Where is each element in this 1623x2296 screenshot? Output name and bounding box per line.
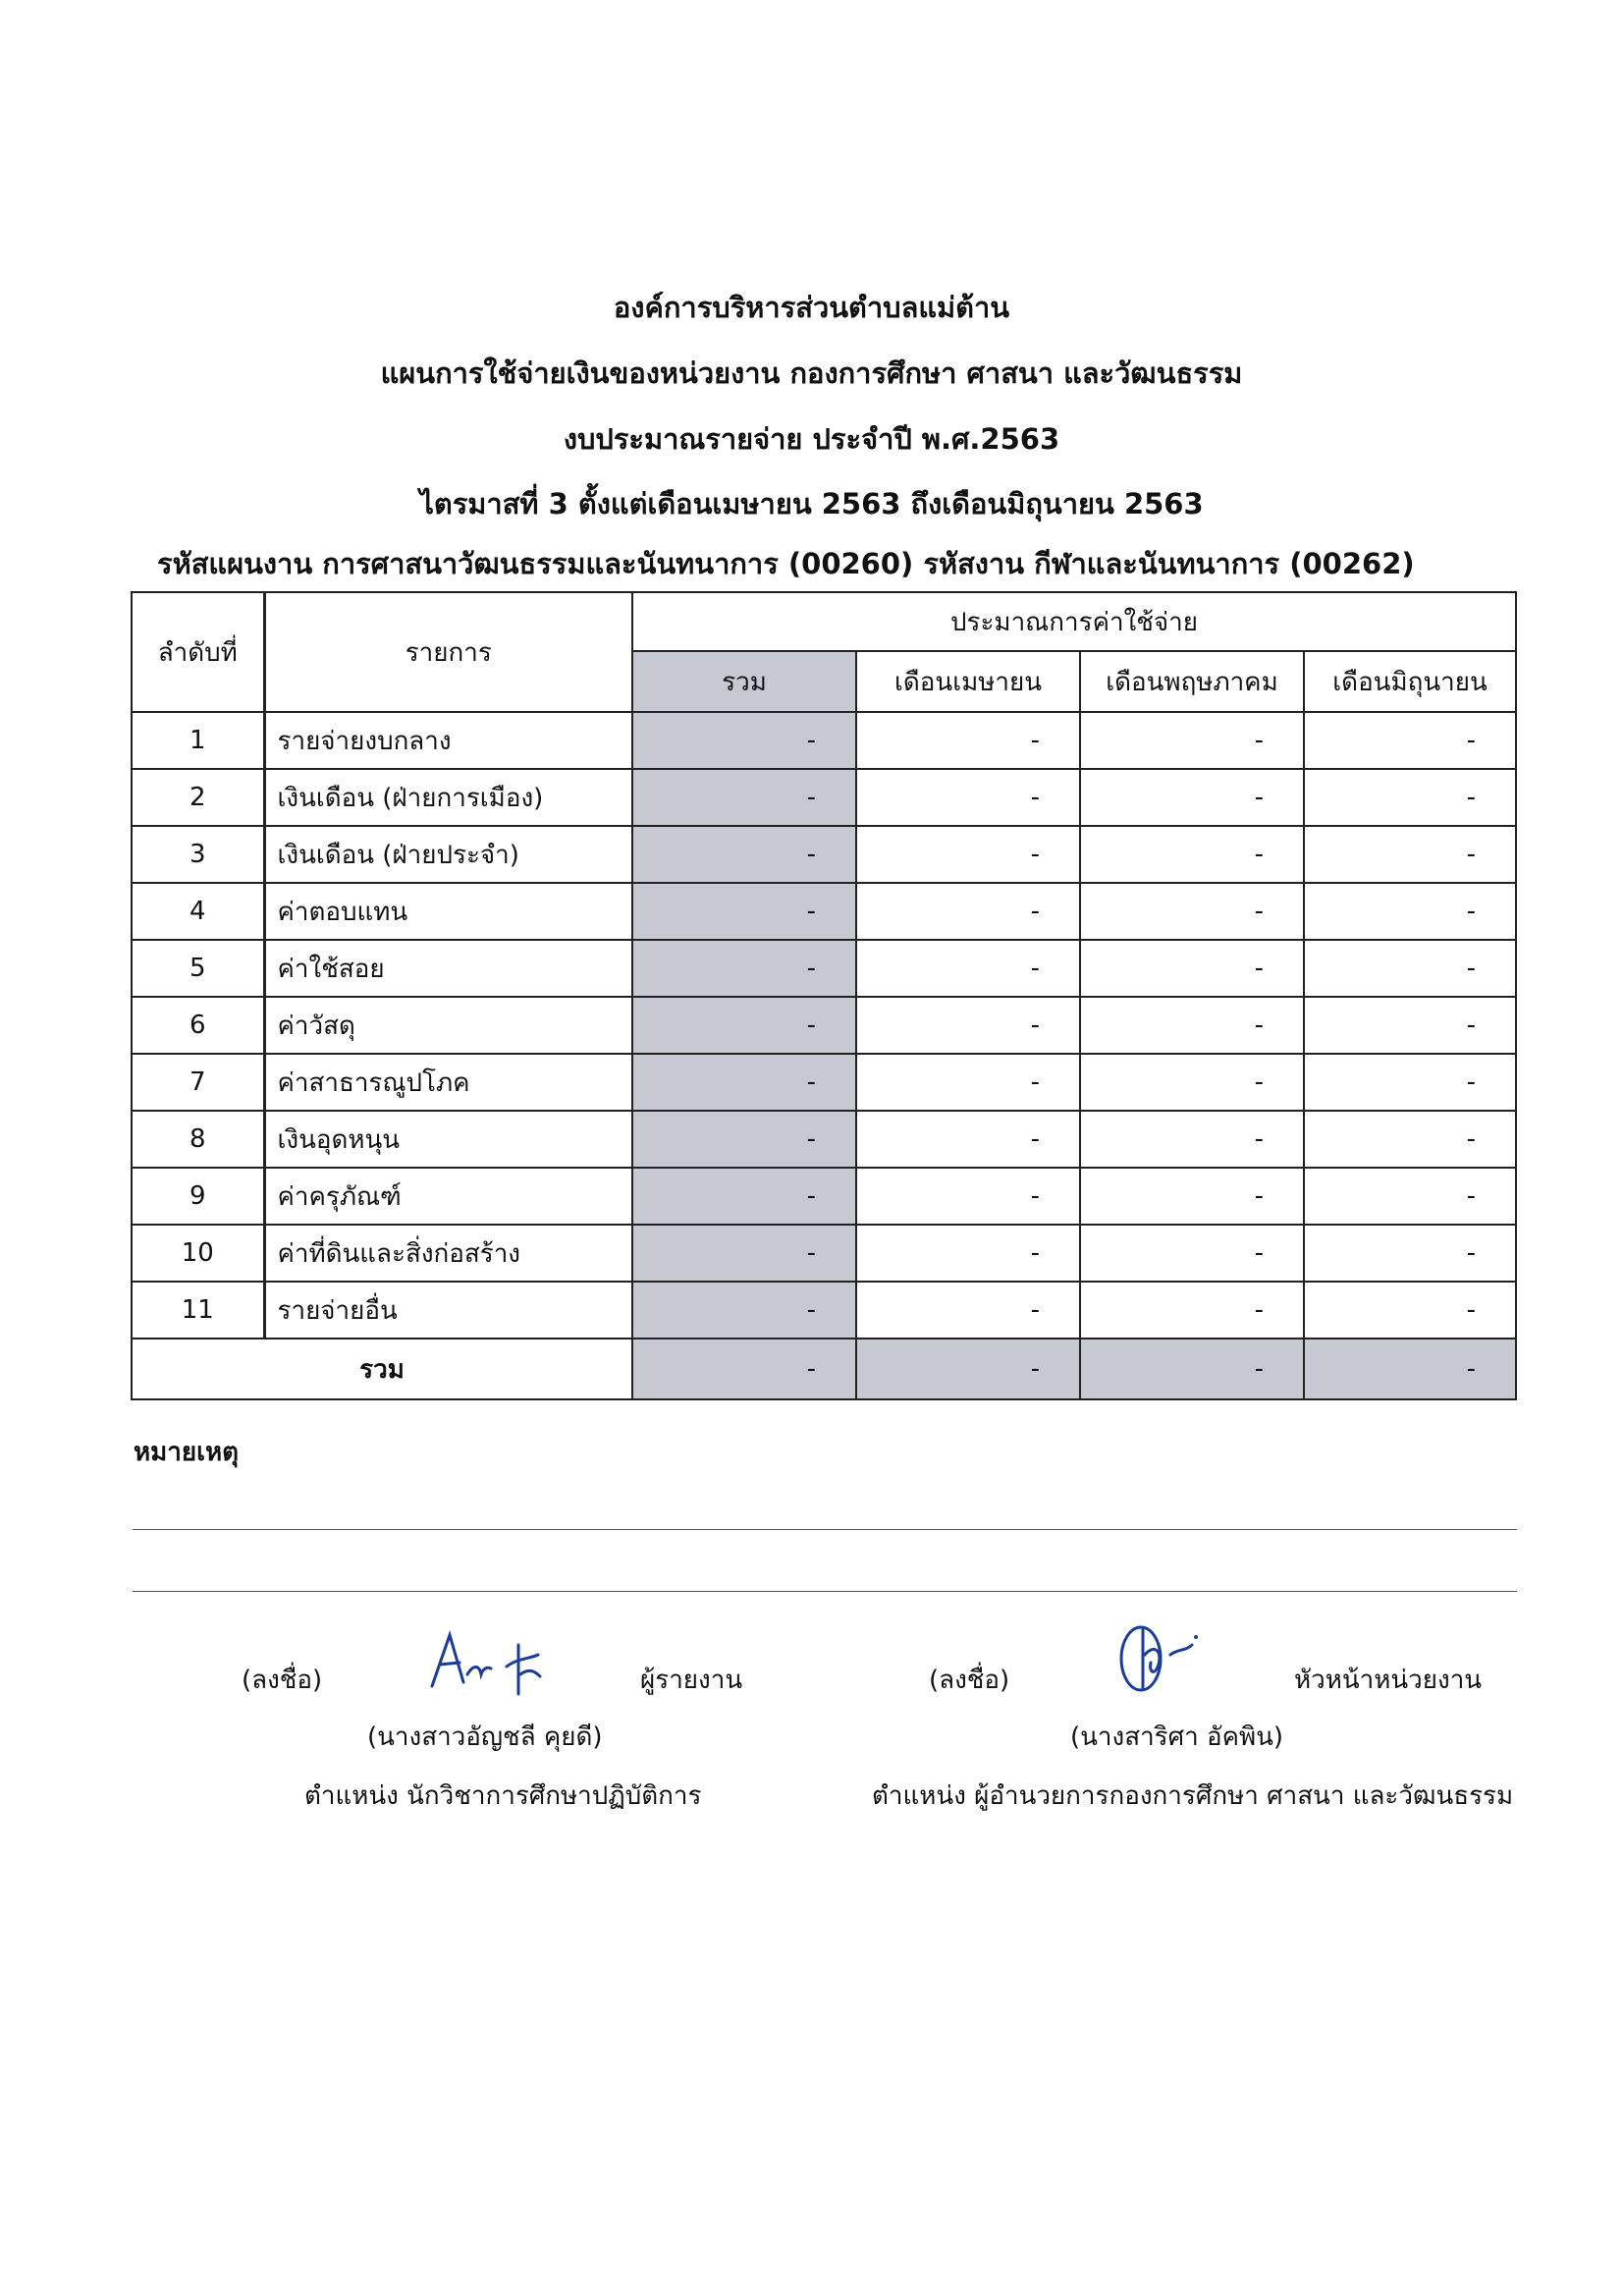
- row-total: -: [632, 997, 856, 1054]
- row-april: -: [856, 1054, 1080, 1111]
- row-may: -: [1080, 997, 1304, 1054]
- row-total: -: [632, 769, 856, 826]
- row-may: -: [1080, 1111, 1304, 1168]
- row-no: 3: [132, 826, 264, 883]
- table-row: [132, 712, 1516, 769]
- row-no: 4: [132, 883, 264, 940]
- remarks-label: หมายเหตุ: [134, 1438, 240, 1467]
- row-may: -: [1080, 1225, 1304, 1282]
- plan-title: แผนการใช้จ่ายเงินของหน่วยงาน กองการศึกษา ศาสนา และวัฒนธรรม: [380, 356, 1243, 390]
- row-item: เงินเดือน (ฝ่ายประจำ): [264, 826, 632, 883]
- row-june: -: [1304, 940, 1516, 997]
- org-title: องค์การบริหารส่วนตำบลแม่ต้าน: [613, 291, 1010, 324]
- row-item: เงินอุดหนุน: [264, 1111, 632, 1168]
- row-june: -: [1304, 883, 1516, 940]
- row-april: -: [856, 1111, 1080, 1168]
- row-april: -: [856, 1282, 1080, 1339]
- table-total-row: [132, 1339, 1516, 1399]
- col-header-june: เดือนมิถุนายน: [1304, 651, 1516, 712]
- table-row: [132, 1225, 1516, 1282]
- row-june: -: [1304, 1168, 1516, 1225]
- row-item: ค่าสาธารณูปโภค: [264, 1054, 632, 1111]
- row-june: -: [1304, 1225, 1516, 1282]
- row-no: 10: [132, 1225, 264, 1282]
- row-item: ค่าใช้สอย: [264, 940, 632, 997]
- row-april: -: [856, 826, 1080, 883]
- row-total: -: [632, 940, 856, 997]
- right-position: ตำแหน่ง ผู้อำนวยการกองการศึกษา ศาสนา และวัฒนธรรม: [872, 1781, 1514, 1811]
- row-total: -: [632, 712, 856, 769]
- row-april: -: [856, 1168, 1080, 1225]
- row-no: 1: [132, 712, 264, 769]
- row-no: 2: [132, 769, 264, 826]
- row-may: -: [1080, 1168, 1304, 1225]
- row-no: 9: [132, 1168, 264, 1225]
- quarter-range: ไตรมาสที่ 3 ตั้งแต่เดือนเมษายน 2563 ถึงเดือนมิถุนายน 2563: [419, 487, 1204, 520]
- table-row: [132, 1282, 1516, 1339]
- row-may: -: [1080, 1054, 1304, 1111]
- row-april: -: [856, 769, 1080, 826]
- row-item: ค่าที่ดินและสิ่งก่อสร้าง: [264, 1225, 632, 1282]
- table-row: [132, 769, 1516, 826]
- row-june: -: [1304, 826, 1516, 883]
- budget-year: งบประมาณรายจ่าย ประจำปี พ.ศ.2563: [563, 422, 1060, 456]
- row-april: -: [856, 997, 1080, 1054]
- row-item: รายจ่ายอื่น: [264, 1282, 632, 1339]
- col-header-item: รายการ: [264, 592, 632, 712]
- col-header-no: ลำดับที่: [132, 592, 264, 712]
- right-name: (นางสาริศา อัคพิน): [1070, 1722, 1284, 1752]
- left-name: (นางสาวอัญชลี คุยดี): [367, 1722, 603, 1752]
- row-june: -: [1304, 1111, 1516, 1168]
- table-row: [132, 1054, 1516, 1111]
- row-item: ค่าครุภัณฑ์: [264, 1168, 632, 1225]
- col-header-total: รวม: [632, 651, 856, 712]
- budget-table: [131, 591, 1517, 1400]
- row-item: ค่าตอบแทน: [264, 883, 632, 940]
- total-april: -: [856, 1339, 1080, 1399]
- row-no: 8: [132, 1111, 264, 1168]
- left-role: ผู้รายงาน: [640, 1666, 743, 1695]
- remarks-line: [133, 1591, 1517, 1592]
- row-total: -: [632, 826, 856, 883]
- total-june: -: [1304, 1339, 1516, 1399]
- row-no: 7: [132, 1054, 264, 1111]
- row-june: -: [1304, 997, 1516, 1054]
- row-june: -: [1304, 712, 1516, 769]
- row-june: -: [1304, 1054, 1516, 1111]
- total-label: รวม: [132, 1339, 632, 1399]
- row-june: -: [1304, 769, 1516, 826]
- left-sign-label: (ลงชื่อ): [242, 1666, 323, 1695]
- table-row: [132, 826, 1516, 883]
- table-row: [132, 997, 1516, 1054]
- row-may: -: [1080, 826, 1304, 883]
- col-header-may: เดือนพฤษภาคม: [1080, 651, 1304, 712]
- row-may: -: [1080, 940, 1304, 997]
- table-row: [132, 1111, 1516, 1168]
- left-position: ตำแหน่ง นักวิชาการศึกษาปฏิบัติการ: [304, 1781, 702, 1811]
- row-total: -: [632, 1282, 856, 1339]
- row-no: 5: [132, 940, 264, 997]
- row-total: -: [632, 1054, 856, 1111]
- right-signature-image: [1109, 1615, 1217, 1704]
- right-sign-label: (ลงชื่อ): [929, 1666, 1010, 1695]
- row-item: ค่าวัสดุ: [264, 997, 632, 1054]
- row-june: -: [1304, 1282, 1516, 1339]
- row-item: รายจ่ายงบกลาง: [264, 712, 632, 769]
- total-sum: -: [632, 1339, 856, 1399]
- col-header-april: เดือนเมษายน: [856, 651, 1080, 712]
- table-row: [132, 940, 1516, 997]
- row-total: -: [632, 883, 856, 940]
- row-total: -: [632, 1168, 856, 1225]
- table-row: [132, 883, 1516, 940]
- row-may: -: [1080, 769, 1304, 826]
- col-header-estimate: ประมาณการค่าใช้จ่าย: [632, 592, 1516, 651]
- row-april: -: [856, 883, 1080, 940]
- left-signature-image: [422, 1625, 569, 1704]
- row-total: -: [632, 1111, 856, 1168]
- row-no: 11: [132, 1282, 264, 1339]
- row-no: 6: [132, 997, 264, 1054]
- row-may: -: [1080, 712, 1304, 769]
- row-may: -: [1080, 883, 1304, 940]
- row-item: เงินเดือน (ฝ่ายการเมือง): [264, 769, 632, 826]
- row-april: -: [856, 1225, 1080, 1282]
- row-total: -: [632, 1225, 856, 1282]
- table-row: [132, 1168, 1516, 1225]
- right-role: หัวหน้าหน่วยงาน: [1294, 1666, 1483, 1695]
- row-april: -: [856, 940, 1080, 997]
- plan-codes: รหัสแผนงาน การศาสนาวัฒนธรรมและนันทนาการ (00260) รหัสงาน กีฬาและนันทนาการ (00262): [157, 547, 1415, 580]
- row-may: -: [1080, 1282, 1304, 1339]
- remarks-line: [133, 1529, 1517, 1530]
- total-may: -: [1080, 1339, 1304, 1399]
- row-april: -: [856, 712, 1080, 769]
